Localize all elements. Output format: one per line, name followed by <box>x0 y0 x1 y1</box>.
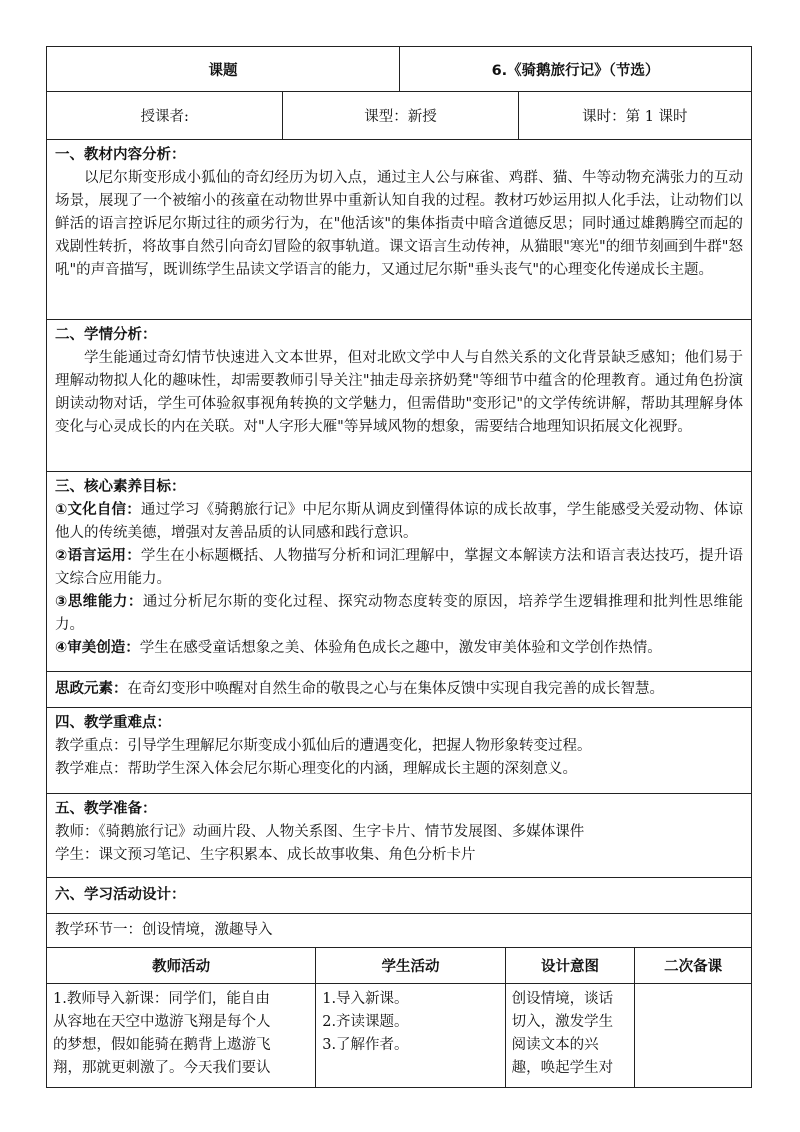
info-row <box>46 92 752 140</box>
section-student-analysis <box>46 320 752 472</box>
activity-table-row <box>46 984 752 1088</box>
section-title: 三、核心素养目标： <box>55 479 186 495</box>
design-intent-line: 阅读文本的兴 <box>511 1037 599 1053</box>
section-core-goals <box>46 472 752 672</box>
design-intent-cell <box>505 984 635 1087</box>
goal-text: 学生在小标题概括、人物描写分析和词汇理解中，掌握文本解读方法和语言表达技巧，提升语文综合应用能力。 <box>55 548 743 587</box>
col-header-intent: 设计意图 <box>505 948 635 983</box>
section-title: 五、教学准备： <box>55 801 157 817</box>
goal-label: ②语言运用： <box>55 548 141 564</box>
teacher-cell: 授课者: <box>140 109 189 125</box>
teacher-activity-line: 翔，那就更刺激了。今天我们要认 <box>53 1060 271 1076</box>
second-prep-cell <box>634 984 751 1087</box>
ideology-text: 在奇幻变形中唤醒对自然生命的敬畏之心与在集体反馈中实现自我完善的成长智慧。 <box>127 681 664 697</box>
goal-text: 学生在感受童话想象之美、体验角色成长之趣中，激发审美体验和文学创作热情。 <box>139 640 662 656</box>
teacher-preparation: 教师：《骑鹅旅行记》动画片段、人物关系图、生字卡片、情节发展图、多媒体课件 <box>55 824 585 840</box>
col-header-teacher: 教师活动 <box>152 959 211 975</box>
teacher-activity-line: 的梦想，假如能骑在鹅背上遨游飞 <box>53 1037 271 1053</box>
student-activity-cell <box>315 984 504 1087</box>
step-row <box>46 914 752 948</box>
section-body: 以尼尔斯变形成小狐仙的奇幻经历为切入点，通过主人公与麻雀、鸡群、猫、牛等动物充满张力的互动场景，展现了一个被缩小的孩童在动物世界中重新认知自我的过程。教材巧妙运用拟人化手法，让动物们以鲜活的语言控诉尼尔斯过往的顽劣行为，在"他活该"的集体指责中暗含道德反思；同时通过雄鹅腾空而起的戏剧性转折，将故事自然引向奇幻冒险的叙事轨道。课文语言生动传神，从猫眼"寒光"的细节刻画到牛群"怒吼"的声音描写，既训练学生品读文学语言的能力，又通过尼尔斯"垂头丧气"的心理变化传递成长主题。 <box>55 170 743 278</box>
lesson-plan-document <box>46 46 752 1088</box>
goal-item <box>55 637 743 660</box>
ideology-label: 思政元素： <box>55 681 128 697</box>
goal-item <box>55 591 743 637</box>
section-title: 一、教材内容分析： <box>55 147 186 163</box>
design-intent-line: 切入，激发学生 <box>511 1014 614 1030</box>
section-content-analysis <box>46 140 752 320</box>
section-title: 四、教学重难点： <box>55 715 171 731</box>
goal-item <box>55 545 743 591</box>
section-activity-design <box>46 878 752 914</box>
section-key-points <box>46 708 752 794</box>
section-title: 二、学情分析： <box>55 327 157 343</box>
goal-text: 通过学习《骑鹅旅行记》中尼尔斯从调皮到懂得体谅的成长故事，学生能感受关爱动物、体谅他人的传统美德，增强对友善品质的认同感和践行意识。 <box>55 502 743 541</box>
teacher-activity-line: 1.教师导入新课：同学们，能自由 <box>53 991 270 1007</box>
student-activity-line: 3.了解作者。 <box>322 1037 409 1053</box>
design-intent-line: 趣，唤起学生对 <box>511 1060 614 1076</box>
goal-label: ①文化自信： <box>55 502 141 518</box>
student-activity-line: 1.导入新课。 <box>322 991 409 1007</box>
section-body: 学生能通过奇幻情节快速进入文本世界，但对北欧文学中人与自然关系的文化背景缺乏感知；他们易于理解动物拟人化的趣味性，却需要教师引导关注"抽走母亲挤奶凳"等细节中蕴含的伦理教育。通过角色扮演朗读动物对话，学生可体验叙事视角转换的文学魅力，但需借助"变形记"的文学传统讲解，帮助其理解身体变化与心灵成长的内在关联。对"人字形大雁"等异域风物的想象，需要结合地理知识拓展文化视野。 <box>55 350 743 435</box>
lesson-time-cell: 课时：第 1 课时 <box>518 92 751 139</box>
topic-row <box>46 46 752 92</box>
goal-item <box>55 499 743 545</box>
step-title: 教学环节一：创设情境，激趣导入 <box>55 922 273 938</box>
section-preparation <box>46 794 752 878</box>
teacher-activity-line: 从容地在天空中遨游飞翔是每个人 <box>53 1014 271 1030</box>
lesson-type-cell: 课型：新授 <box>282 92 517 139</box>
col-header-student: 学生活动 <box>315 948 504 983</box>
goal-text: 通过分析尼尔斯的变化过程、探究动物态度转变的原因，培养学生逻辑推理和批判性思维能力。 <box>55 594 743 633</box>
ideology-row <box>46 672 752 708</box>
activity-table-header <box>46 948 752 984</box>
difficult-point: 教学难点：帮助学生深入体会尼尔斯心理变化的内涵，理解成长主题的深刻意义。 <box>55 761 577 777</box>
teacher-activity-cell <box>47 984 315 1087</box>
topic-value: 6.《骑鹅旅行记》（节选） <box>399 47 751 91</box>
topic-label: 课题 <box>208 62 238 79</box>
student-preparation: 学生：课文预习笔记、生字积累本、成长故事收集、角色分析卡片 <box>55 847 476 863</box>
col-header-second: 二次备课 <box>634 948 751 983</box>
goal-label: ④审美创造： <box>55 640 140 656</box>
design-intent-line: 创设情境，谈话 <box>511 991 614 1007</box>
key-point: 教学重点：引导学生理解尼尔斯变成小狐仙后的遭遇变化，把握人物形象转变过程。 <box>55 738 592 754</box>
student-activity-line: 2.齐读课题。 <box>322 1014 409 1030</box>
goal-label: ③思维能力： <box>55 594 143 610</box>
section-title: 六、学习活动设计： <box>55 887 186 903</box>
